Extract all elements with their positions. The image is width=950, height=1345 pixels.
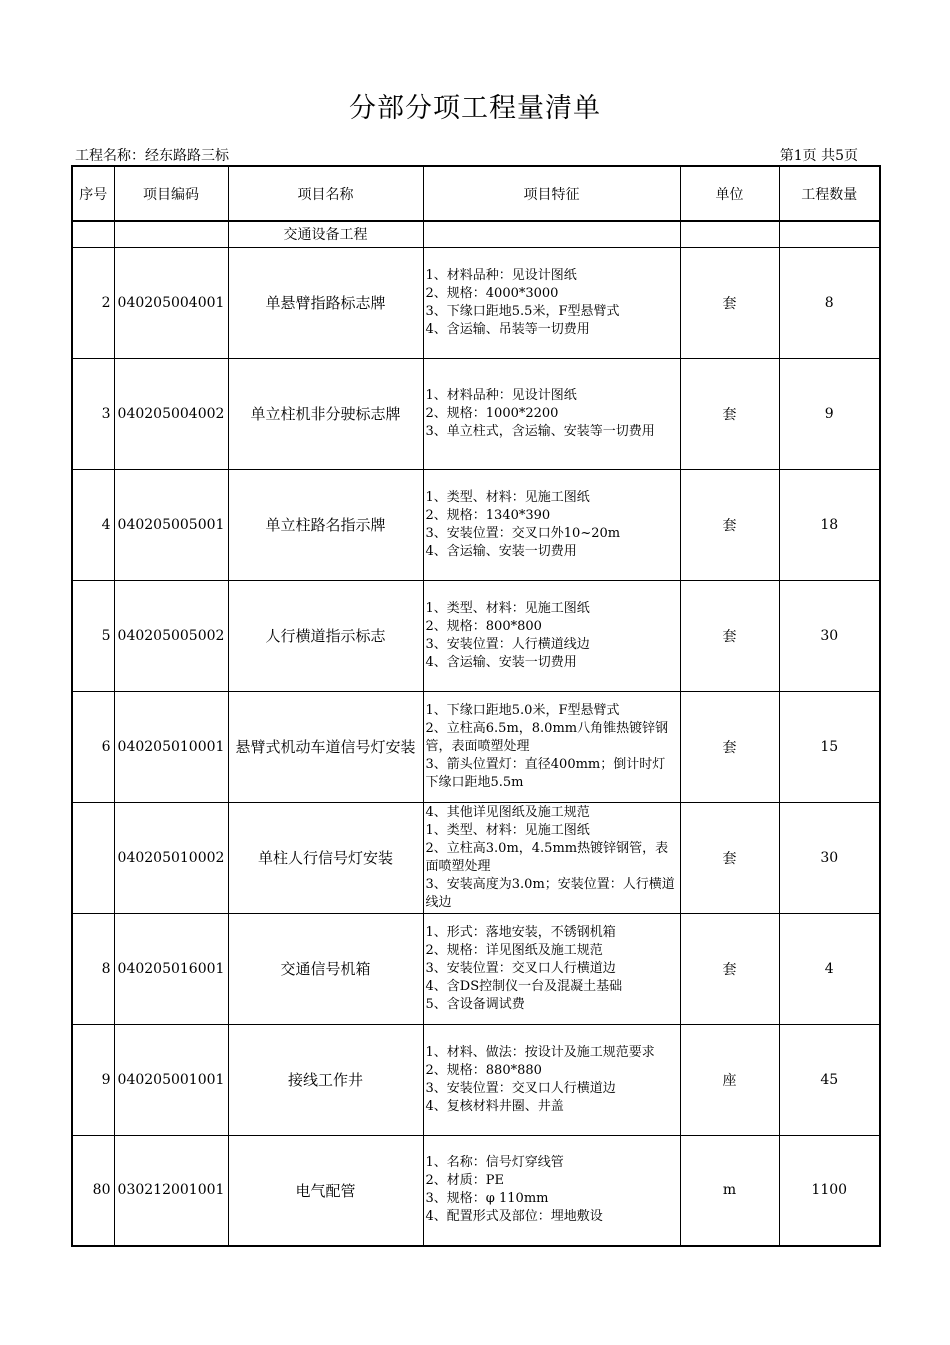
section-row [72, 221, 880, 247]
section-unit [680, 221, 779, 247]
header-row [72, 166, 880, 221]
table-row [72, 691, 880, 802]
feature-line: 4、含运输、安装一切费用 [425, 654, 577, 670]
page-title: 分部分项工程量清单 [349, 93, 601, 124]
table-row [72, 1024, 880, 1135]
header-code: 项目编码 [114, 166, 228, 221]
row-qty: 30 [779, 580, 880, 691]
row-features [423, 691, 680, 802]
table-row [72, 802, 880, 913]
feature-line: 3、单立柱式，含运输、安装等一切费用 [425, 423, 655, 439]
row-features [423, 469, 680, 580]
feature-line: 3、安装位置：交叉口外10~20m [425, 525, 621, 541]
row-seq: 4 [72, 469, 114, 580]
header-unit: 单位 [680, 166, 779, 221]
feature-line: 4、配置形式及部位：埋地敷设 [425, 1209, 603, 1225]
row-features [423, 913, 680, 1024]
row-unit: 套 [680, 469, 779, 580]
feature-line: 1、类型、材料：见施工图纸 [425, 822, 590, 838]
feature-line: 2、规格：800*800 [425, 618, 542, 634]
table-row [72, 913, 880, 1024]
row-name: 交通信号机箱 [228, 913, 423, 1024]
feature-line: 2、规格：详见图纸及施工规范 [425, 942, 603, 958]
table-row [72, 580, 880, 691]
feature-line: 1、材料、做法：按设计及施工规范要求 [425, 1044, 655, 1060]
row-name: 单立柱机非分驶标志牌 [228, 358, 423, 469]
feature-line: 2、规格：1340*390 [425, 507, 551, 523]
feature-line: 4、含运输、安装一切费用 [425, 543, 577, 559]
row-code: 040205010002 [114, 802, 228, 913]
feature-line: 1、类型、材料：见施工图纸 [425, 600, 590, 616]
row-unit: 套 [680, 802, 779, 913]
feature-line: 2、立柱高6.5m，8.0mm八角锥热镀锌钢管，表面喷塑处理 [425, 720, 669, 754]
feature-line: 3、下缘口距地5.5米，F型悬臂式 [425, 303, 620, 319]
row-seq: 2 [72, 247, 114, 358]
row-code: 040205005002 [114, 580, 228, 691]
header-name: 项目名称 [228, 166, 423, 221]
row-features [423, 802, 680, 913]
feature-line: 1、材料品种：见设计图纸 [425, 267, 577, 283]
section-seq [72, 221, 114, 247]
row-qty: 4 [779, 913, 880, 1024]
feature-line: 3、安装高度为3.0m；安装位置：人行横道线边 [425, 876, 675, 910]
feature-line: 3、安装位置：交叉口人行横道边 [425, 960, 616, 976]
feature-line: 1、下缘口距地5.0米，F型悬臂式 [425, 702, 620, 718]
feature-line: 5、含设备调试费 [425, 996, 525, 1012]
row-name: 接线工作井 [228, 1024, 423, 1135]
table-row [72, 247, 880, 358]
table-row [72, 1135, 880, 1246]
section-qty [779, 221, 880, 247]
section-feature [423, 221, 680, 247]
feature-line: 1、名称：信号灯穿线管 [425, 1155, 564, 1171]
row-seq: 3 [72, 358, 114, 469]
row-qty: 30 [779, 802, 880, 913]
row-features [423, 358, 680, 469]
row-unit: m [680, 1135, 779, 1246]
row-code: 040205004002 [114, 358, 228, 469]
feature-line: 1、材料品种：见设计图纸 [425, 387, 577, 403]
row-unit: 座 [680, 1024, 779, 1135]
feature-line: 4、含运输、吊装等一切费用 [425, 321, 590, 337]
row-features [423, 1024, 680, 1135]
row-name: 电气配管 [228, 1135, 423, 1246]
feature-line: 3、箭头位置灯：直径400mm；倒计时灯下缘口距地5.5m [425, 756, 666, 790]
row-seq: 5 [72, 580, 114, 691]
row-name: 单立柱路名指示牌 [228, 469, 423, 580]
row-qty: 18 [779, 469, 880, 580]
row-unit: 套 [680, 691, 779, 802]
feature-line: 3、安装位置：人行横道线边 [425, 636, 590, 652]
feature-line: 3、安装位置：交叉口人行横道边 [425, 1080, 616, 1096]
table-row [72, 358, 880, 469]
row-features [423, 580, 680, 691]
row-features [423, 1135, 680, 1246]
row-unit: 套 [680, 913, 779, 1024]
row-code: 040205005001 [114, 469, 228, 580]
section-title: 交通设备工程 [228, 221, 423, 247]
row-code: 040205010001 [114, 691, 228, 802]
row-name: 单柱人行信号灯安装 [228, 802, 423, 913]
row-code: 030212001001 [114, 1135, 228, 1246]
row-seq: 80 [72, 1135, 114, 1246]
row-code: 040205001001 [114, 1024, 228, 1135]
row-name: 悬臂式机动车道信号灯安装 [228, 691, 423, 802]
bill-of-quantities-table [71, 165, 881, 1247]
feature-line: 2、材质：PE [425, 1173, 505, 1189]
feature-line: 2、规格：4000*3000 [425, 285, 559, 301]
row-features [423, 247, 680, 358]
row-qty: 9 [779, 358, 880, 469]
row-qty: 15 [779, 691, 880, 802]
feature-line: 2、规格：1000*2200 [425, 405, 559, 421]
row-seq: 8 [72, 913, 114, 1024]
row-name: 单悬臂指路标志牌 [228, 247, 423, 358]
header-feature: 项目特征 [423, 166, 680, 221]
header-qty: 工程数量 [779, 166, 880, 221]
section-code [114, 221, 228, 247]
row-unit: 套 [680, 247, 779, 358]
page-info: 第1页 共5页 [779, 148, 858, 164]
row-unit: 套 [680, 580, 779, 691]
feature-line: 4、复核材料井圈、井盖 [425, 1098, 564, 1114]
feature-line: 3、规格：φ 110mm [425, 1191, 549, 1207]
header-seq: 序号 [72, 166, 114, 221]
feature-line: 1、类型、材料：见施工图纸 [425, 489, 590, 505]
feature-line: 4、其他详见图纸及施工规范 [425, 804, 590, 820]
row-code: 040205004001 [114, 247, 228, 358]
row-unit: 套 [680, 358, 779, 469]
row-seq [72, 802, 114, 913]
row-qty: 45 [779, 1024, 880, 1135]
row-qty: 1100 [779, 1135, 880, 1246]
row-seq: 9 [72, 1024, 114, 1135]
row-code: 040205016001 [114, 913, 228, 1024]
feature-line: 2、立柱高3.0m，4.5mm热镀锌钢管，表面喷塑处理 [425, 840, 669, 874]
table-row [72, 469, 880, 580]
row-qty: 8 [779, 247, 880, 358]
row-seq: 6 [72, 691, 114, 802]
feature-line: 2、规格：880*880 [425, 1062, 542, 1078]
feature-line: 4、含DS控制仪一台及混凝土基础 [425, 978, 623, 994]
row-name: 人行横道指示标志 [228, 580, 423, 691]
project-name: 工程名称：经东路路三标 [75, 148, 229, 164]
feature-line: 1、形式：落地安装，不锈钢机箱 [425, 924, 616, 940]
